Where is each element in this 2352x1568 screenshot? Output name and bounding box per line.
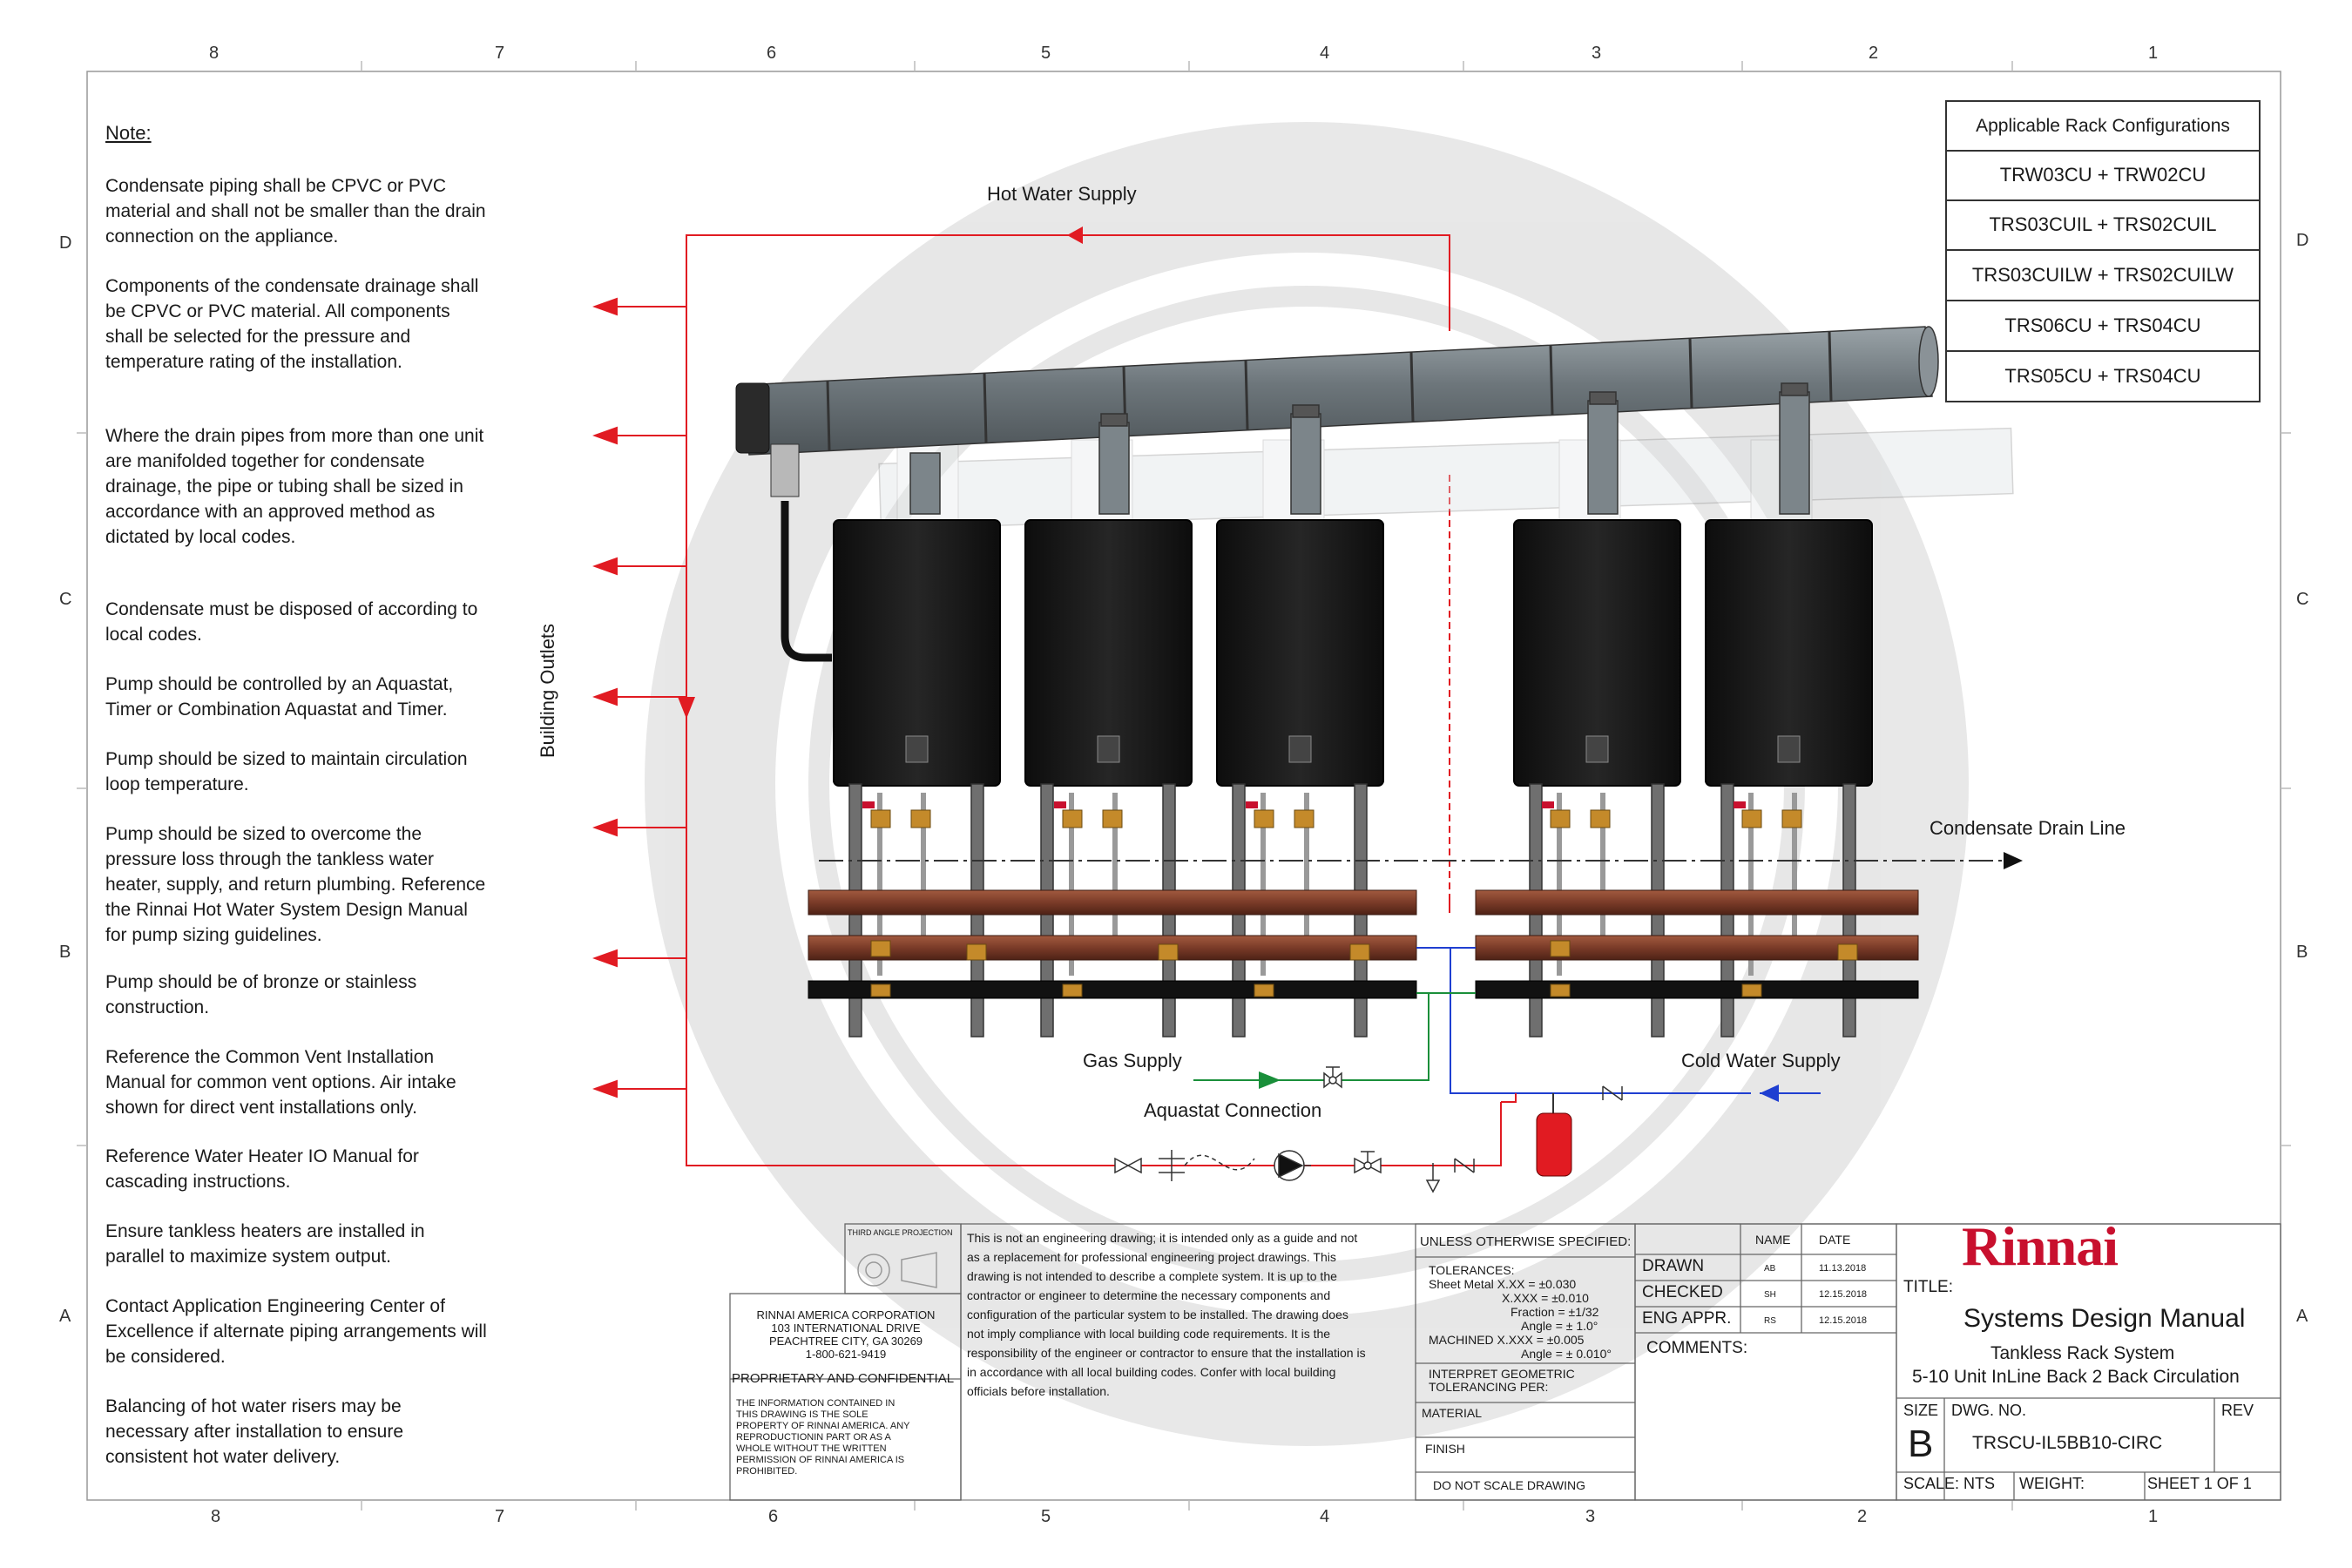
note-item: Pump should be of bronze or stainless construction. — [105, 972, 417, 1017]
zone-number: 8 — [209, 44, 220, 63]
zone-number: 4 — [1320, 44, 1330, 63]
proprietary-line: PERMISSION OF RINNAI AMERICA IS — [736, 1455, 905, 1465]
comments-label: COMMENTS: — [1646, 1339, 1748, 1357]
eng-appr-name: RS — [1764, 1316, 1776, 1326]
note-item: Balancing of hot water risers may be necessary after installation to ensure consistent hot water delivery. — [105, 1396, 404, 1467]
checked-name: SH — [1764, 1290, 1776, 1300]
proprietary-line: REPRODUCTIONIN PART OR AS A — [736, 1432, 891, 1443]
hot-water-supply-label: Hot Water Supply — [987, 183, 1137, 205]
unless-specified: UNLESS OTHERWISE SPECIFIED: — [1420, 1234, 1632, 1249]
rinnai-logo: Rinnai — [1962, 1215, 2118, 1277]
zone-number: 6 — [767, 44, 777, 63]
proprietary-line: WHOLE WITHOUT THE WRITTEN — [736, 1443, 887, 1454]
zone-number: 1 — [2148, 1507, 2159, 1526]
zone-letter: D — [59, 233, 72, 253]
drawn-name: AB — [1764, 1264, 1776, 1274]
checked-date: 12.15.2018 — [1819, 1289, 1868, 1300]
company-address — [732, 1308, 960, 1361]
note-item: Reference the Common Vent Installation Manual for common vent options. Air intake shown for direct vent installations only. — [105, 1047, 456, 1118]
note-item: Contact Application Engineering Center of Excellence if alternate piping arrangements will be considered. — [105, 1296, 487, 1367]
building-outlet-arrows — [595, 299, 686, 1097]
zone-number: 7 — [495, 44, 505, 63]
disclaimer-line: This is not an engineering drawing; it is intended only as a guide and not — [967, 1231, 1358, 1245]
proprietary-line: PROHIBITED. — [736, 1466, 798, 1477]
water-heater-units — [834, 520, 1872, 786]
zone-letter: A — [59, 1307, 71, 1326]
zone-number: 5 — [1041, 1507, 1051, 1526]
proprietary-line: PROPERTY OF RINNAI AMERICA. ANY — [736, 1421, 910, 1431]
zone-number: 7 — [495, 1507, 505, 1526]
rack-config-title: Applicable Rack Configurations — [1945, 100, 2261, 152]
company-line: 103 INTERNATIONAL DRIVE — [771, 1321, 921, 1335]
interpret-tolerancing — [1429, 1368, 1575, 1394]
checked-label: CHECKED — [1642, 1283, 1723, 1301]
zone-number: 2 — [1869, 44, 1879, 63]
rack-config-row: TRS06CU + TRS04CU — [1945, 301, 2261, 352]
tolerance-line: Angle = ± 1.0° — [1521, 1319, 1598, 1333]
company-line: 1-800-621-9419 — [805, 1348, 887, 1361]
sheet-label: SHEET 1 OF 1 — [2147, 1475, 2252, 1492]
zone-number: 3 — [1592, 44, 1602, 63]
disclaimer-line: configuration of the particular system to be installed. The drawing does — [967, 1308, 1348, 1321]
tolerances — [1429, 1263, 1612, 1361]
rack-config-row: TRS03CUILW + TRS02CUILW — [1945, 250, 2261, 301]
tolerance-line: Angle = ± 0.010° — [1521, 1347, 1612, 1361]
disclaimer-line: as a replacement for professional engineering project drawings. This — [967, 1250, 1336, 1264]
tolerance-line: MACHINED X.XXX = ±0.005 — [1429, 1333, 1585, 1347]
disclaimer — [967, 1228, 1366, 1401]
note-item: Ensure tankless heaters are installed in parallel to maximize system output. — [105, 1221, 425, 1267]
title-main: Systems Design Manual — [1963, 1304, 2246, 1333]
note-item: Reference Water Heater IO Manual for cascading instructions. — [105, 1146, 419, 1192]
building-outlets-label: Building Outlets — [537, 623, 559, 759]
eng-appr-date: 12.15.2018 — [1819, 1315, 1868, 1326]
tolerance-line: X.XXX = ±0.010 — [1502, 1291, 1589, 1305]
proprietary-heading: PROPRIETARY AND CONFIDENTIAL — [732, 1371, 955, 1386]
cold-water-supply-label: Cold Water Supply — [1681, 1050, 1841, 1071]
dwg-no-value: TRSCU-IL5BB10-CIRC — [1972, 1433, 2163, 1453]
weight-label: WEIGHT: — [2019, 1475, 2085, 1492]
title-sub-1: Tankless Rack System — [1990, 1343, 2175, 1363]
disclaimer-line: drawing is not intended to describe a complete system. It is up to the — [967, 1269, 1337, 1283]
note-item: Pump should be sized to overcome the pressure loss through the tankless water heater, supply, and return plumbing. Reference the Rinnai Hot Water System Design Manual for pump sizing guidelines. — [105, 824, 486, 945]
drawn-label: DRAWN — [1642, 1257, 1705, 1275]
note-item: Pump should be controlled by an Aquastat, Timer or Combination Aquastat and Timer. — [105, 674, 454, 720]
company-line: PEACHTREE CITY, GA 30269 — [768, 1335, 923, 1348]
disclaimer-line: contractor or engineer to determine the necessary components and — [967, 1288, 1331, 1302]
tolerance-line: TOLERANCES: — [1429, 1263, 1515, 1277]
zone-letter: B — [2296, 943, 2308, 962]
note-item: Condensate must be disposed of according to local codes. — [105, 599, 478, 645]
disclaimer-line: in accordance with all local building codes. Confer with local building — [967, 1365, 1336, 1379]
zone-letter: D — [2296, 231, 2309, 250]
rack-config-row: TRS03CUIL + TRS02CUIL — [1945, 199, 2261, 251]
name-header: NAME — [1755, 1233, 1791, 1247]
zone-number: 8 — [211, 1507, 221, 1526]
title-sub-2: 5-10 Unit InLine Back 2 Back Circulation — [1912, 1367, 2240, 1387]
zone-number: 4 — [1320, 1507, 1330, 1526]
third-angle-label: THIRD ANGLE PROJECTION — [848, 1228, 953, 1237]
rack-config-row: TRS05CU + TRS04CU — [1945, 351, 2261, 402]
zone-number: 5 — [1041, 44, 1051, 63]
date-header: DATE — [1819, 1233, 1851, 1247]
drawn-date: 11.13.2018 — [1819, 1263, 1867, 1274]
zone-letter: A — [2296, 1307, 2308, 1326]
notes-heading: Note: — [105, 122, 152, 144]
rack-config-row: TRW03CU + TRW02CU — [1945, 150, 2261, 201]
note-item: Components of the condensate drainage shall be CPVC or PVC material. All components shall be selected for the pressure and temperature rating of the installation. — [105, 276, 479, 372]
zone-letter: B — [59, 943, 71, 962]
condensate-drain-label: Condensate Drain Line — [1930, 817, 2126, 839]
finish-label: FINISH — [1425, 1442, 1465, 1456]
zone-number: 6 — [768, 1507, 779, 1526]
disclaimer-line: responsibility of the engineer or contractor to ensure that the installation is — [967, 1346, 1366, 1360]
note-item: Where the drain pipes from more than one unit are manifolded together for condensate drainage, the pipe or tubing shall be sized in accordance with an approved method as dictated by local codes. — [105, 426, 484, 547]
tolerance-line: Sheet Metal X.XX = ±0.030 — [1429, 1277, 1577, 1291]
eng-appr-label: ENG APPR. — [1642, 1309, 1732, 1328]
do-not-scale-label: DO NOT SCALE DRAWING — [1433, 1478, 1586, 1492]
title-label: TITLE: — [1903, 1278, 1954, 1296]
note-item: Pump should be sized to maintain circulation loop temperature. — [105, 749, 468, 794]
zone-letter: C — [2296, 590, 2309, 609]
proprietary-notice — [736, 1398, 909, 1477]
interpret-line: TOLERANCING PER: — [1429, 1380, 1549, 1394]
size-value: B — [1908, 1423, 1934, 1465]
zone-number: 1 — [2148, 44, 2159, 63]
proprietary-line: THE INFORMATION CONTAINED IN — [736, 1398, 896, 1409]
disclaimer-line: officials before installation. — [967, 1384, 1110, 1398]
zone-number: 3 — [1585, 1507, 1596, 1526]
zone-letter: C — [59, 590, 72, 609]
rev-label: REV — [2221, 1402, 2254, 1419]
size-label: SIZE — [1903, 1402, 1939, 1419]
note-item: Condensate piping shall be CPVC or PVC material and shall not be smaller than the drain connection on the appliance. — [105, 176, 486, 247]
material-label: MATERIAL — [1422, 1406, 1482, 1420]
tolerance-line: Fraction = ±1/32 — [1511, 1305, 1599, 1319]
proprietary-line: THIS DRAWING IS THE SOLE — [736, 1409, 868, 1420]
company-line: RINNAI AMERICA CORPORATION — [756, 1308, 936, 1321]
zone-number: 2 — [1857, 1507, 1868, 1526]
gas-supply-label: Gas Supply — [1083, 1050, 1182, 1071]
interpret-line: INTERPRET GEOMETRIC — [1429, 1367, 1575, 1381]
aquastat-connection-label: Aquastat Connection — [1144, 1099, 1322, 1121]
disclaimer-line: not imply compliance with local building code requirements. It is the — [967, 1327, 1331, 1341]
scale-label: SCALE: NTS — [1903, 1475, 1996, 1492]
dwg-no-label: DWG. NO. — [1951, 1402, 2026, 1419]
